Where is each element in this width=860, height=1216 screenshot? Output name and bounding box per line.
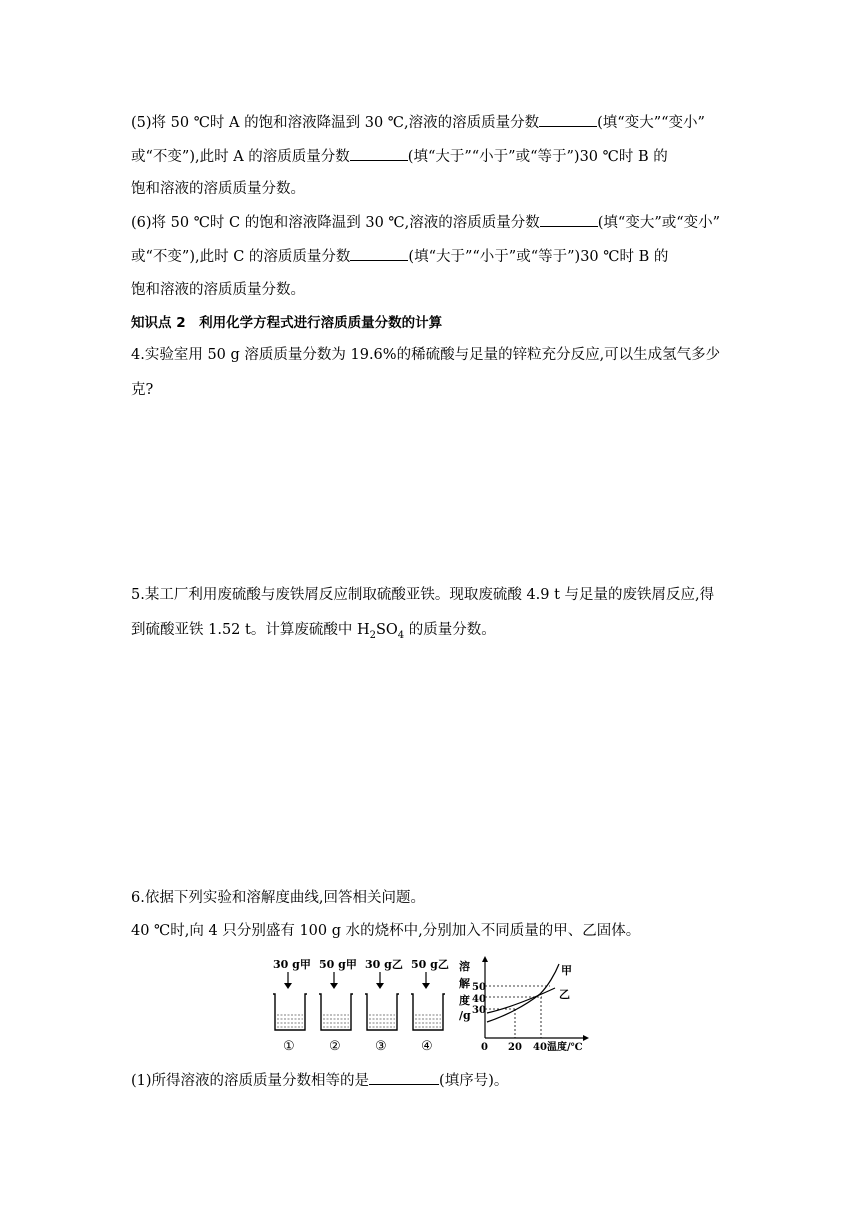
q6p-line1 — [131, 212, 731, 233]
y-tick: 30 — [472, 1005, 486, 1016]
beaker-2 — [319, 958, 357, 1054]
q6-sub1-text-b: (填序号)。 — [439, 1073, 509, 1089]
beaker-label: 50 g乙 — [411, 958, 449, 971]
subscript: 4 — [397, 629, 405, 641]
beaker-label: 30 g甲 — [273, 958, 311, 971]
beaker-label: 30 g乙 — [365, 958, 403, 971]
curve-jia — [487, 964, 559, 1022]
q5calc-text-c: 的质量分数。 — [404, 622, 496, 638]
x-tick: 40 — [533, 1042, 547, 1053]
beaker-icon — [411, 994, 445, 1030]
ylabel-char: /g — [459, 1009, 471, 1022]
ylabel-char: 度 — [459, 994, 470, 1007]
beaker-number: ④ — [421, 1039, 433, 1054]
beaker-3 — [365, 958, 403, 1054]
beaker-number: ③ — [375, 1039, 387, 1054]
q6p-line2 — [131, 246, 731, 267]
q5-text-c: 或“不变”),此时 A 的溶质质量分数 — [131, 149, 350, 165]
solubility-graph — [459, 956, 589, 1053]
q6-sub1 — [131, 1070, 731, 1091]
section-heading: 知识点 2 利用化学方程式进行溶质质量分数的计算 — [131, 315, 443, 331]
q5calc-text-b: SO — [375, 622, 398, 638]
answer-blank[interactable] — [350, 246, 408, 261]
x-tick: 20 — [508, 1042, 522, 1053]
q6p-text-d: (填“大于”“小于”或“等于”)30 ℃时 B 的 — [408, 249, 669, 265]
q5-text-d: (填“大于”“小于”或“等于”)30 ℃时 B 的 — [407, 149, 668, 165]
q5-line3 — [131, 179, 731, 199]
q6p-line3 — [131, 280, 731, 300]
ylabel-char: 解 — [459, 977, 470, 990]
answer-blank[interactable] — [539, 112, 597, 127]
q6p-text-e: 饱和溶液的溶质质量分数。 — [131, 282, 305, 298]
q4-line1: 4.实验室用 50 g 溶质质量分数为 19.6%的稀硫酸与足量的锌粒充分反应,可以生成氢气多少 — [131, 347, 721, 363]
q6p-text-c: 或“不变”),此时 C 的溶质质量分数 — [131, 249, 351, 265]
beaker-number: ② — [329, 1039, 341, 1054]
y-tick: 40 — [472, 994, 486, 1005]
figure-svg — [265, 956, 595, 1056]
q5-line2 — [131, 146, 731, 167]
answer-blank[interactable] — [369, 1070, 439, 1085]
beaker-group — [273, 958, 449, 1054]
beaker-4 — [411, 958, 449, 1054]
series-label-jia: 甲 — [561, 964, 572, 977]
subscript: 2 — [369, 629, 376, 641]
q5calc-text-a: 到硫酸亚铁 1.52 t。计算废硫酸中 H — [131, 622, 370, 638]
q5-text-b: (填“变大”“变小” — [597, 115, 705, 131]
x-axis-label: 温度/℃ — [547, 1042, 583, 1053]
answer-blank[interactable] — [540, 212, 598, 227]
q6-line1: 6.依据下列实验和溶解度曲线,回答相关问题。 — [131, 890, 425, 906]
beaker-number: ① — [283, 1039, 295, 1054]
q6p-text-a: (6)将 50 ℃时 C 的饱和溶液降温到 30 ℃,溶液的溶质质量分数 — [131, 215, 540, 231]
series-label-yi: 乙 — [559, 988, 570, 1001]
q6-sub1-text-a: (1)所得溶液的溶质质量分数相等的是 — [131, 1073, 370, 1089]
q6p-text-b: (填“变大”或“变小” — [597, 215, 721, 231]
x-tick: 0 — [481, 1042, 488, 1053]
experiment-figure — [265, 956, 595, 1056]
q5-line1 — [131, 112, 731, 133]
q6-line2: 40 ℃时,向 4 只分别盛有 100 g 水的烧杯中,分别加入不同质量的甲、乙固体。 — [131, 923, 641, 939]
q4-line2: 克? — [131, 382, 154, 398]
q5calc-line2 — [131, 620, 731, 646]
beaker-1 — [273, 958, 311, 1054]
beaker-icon — [365, 994, 399, 1030]
q5calc-line1: 5.某工厂利用废硫酸与废铁屑反应制取硫酸亚铁。现取废硫酸 4.9 t 与足量的废铁屑反应,得 — [131, 587, 715, 603]
beaker-icon — [319, 994, 353, 1030]
y-tick: 50 — [472, 982, 486, 993]
answer-blank[interactable] — [350, 146, 408, 161]
q5-text-a: (5)将 50 ℃时 A 的饱和溶液降温到 30 ℃,溶液的溶质质量分数 — [131, 115, 540, 131]
beaker-label: 50 g甲 — [319, 958, 357, 971]
ylabel-char: 溶 — [459, 960, 470, 973]
q5-text-e: 饱和溶液的溶质质量分数。 — [131, 181, 305, 197]
